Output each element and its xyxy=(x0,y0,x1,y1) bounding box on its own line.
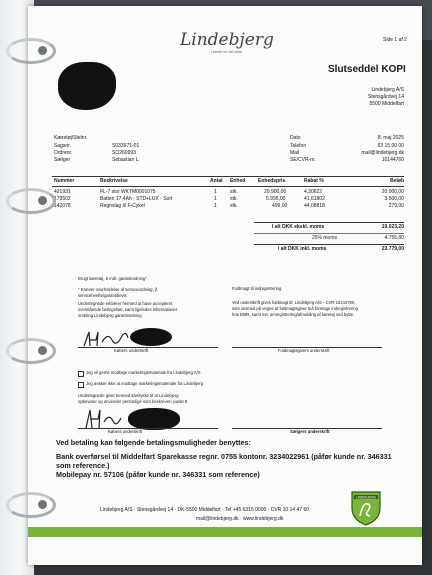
row-enhedspris: 5.995,00 xyxy=(266,196,286,202)
meta-label-saelger: Sælger xyxy=(54,157,71,163)
seller-signature-label: Sælgers underskrift xyxy=(290,429,330,434)
binder-ring xyxy=(6,492,56,518)
totals-rule-mid xyxy=(254,233,404,234)
meta-label-sagsnr: Sagsnr. xyxy=(54,143,71,149)
total-incl-value: 23.779,00 xyxy=(381,246,404,252)
row-antal: 1 xyxy=(214,189,217,195)
footer-green-bar xyxy=(28,527,422,537)
buyer-signature-label-1: Købers underskrift xyxy=(114,348,149,353)
row-rabat: 4,30622 xyxy=(304,189,323,195)
shield-badge-text: LINDEBJERG xyxy=(355,495,377,500)
company-street: Stensgårdvej 14 xyxy=(367,94,404,100)
binder-ring xyxy=(6,38,56,64)
redacted-customer-address xyxy=(58,62,116,110)
vehicle-label: Kæretøj/Stelnr. xyxy=(54,135,88,141)
meta-label-cvr: SE/CVR-nr. xyxy=(290,157,316,163)
page-label: Side 1 af 2 xyxy=(383,37,407,43)
row-enhedspris: 499,00 xyxy=(272,203,288,209)
col-header-nummer: Nummer xyxy=(54,178,75,184)
total-excl-value: 19.023,20 xyxy=(381,224,404,230)
buyer-signature-line-2 xyxy=(78,428,218,429)
acceptance-line-3: omkring Lindebjerg garantiordning xyxy=(78,313,142,318)
total-incl-label: I alt DKK inkl. moms xyxy=(278,246,327,252)
meta-value-sagsnr: S033971-01 xyxy=(112,143,140,149)
warranty-note-2: serviceheefte/garantibevis xyxy=(78,293,127,298)
warranty-heading: Brugt kæretøj, 6 mdr. garantiordning* xyxy=(78,276,147,281)
logo-script: Lindebjerg xyxy=(180,30,274,50)
data-consent-line-2: opbevarer og anvender personlige som beskrevet i punkt 8 xyxy=(78,399,188,404)
row-enhed: stk. xyxy=(230,196,238,202)
row-beskrivelse: Regnslag til F-Cykel xyxy=(100,203,145,209)
row-beskrivelse: Batteri 17,4Ah - STD+LUX - Sort xyxy=(100,196,173,202)
col-header-belob: Beløb xyxy=(390,178,404,184)
marketing-consent-label: Jeg vil gerne modtage marketingsmateriale fra Lindebjerg A/S xyxy=(86,370,201,375)
row-beskrivelse: FL-7 stol WKTM0001075 xyxy=(100,189,156,195)
col-header-antal: Antal xyxy=(210,178,223,184)
row-rabat: 41,61802 xyxy=(304,196,325,202)
buyer-signature-label-2: Købers underskrift xyxy=(108,429,143,434)
acceptance-line-2: overstående betingelser, samt ligeledes informationer xyxy=(78,307,178,312)
row-antal: 1 xyxy=(214,196,217,202)
footer-address: Lindebjerg A/S · Stensgårdvej 14 · DK-5500 Middelfart · Tel +45 6315 0000 · CVR 10 14 47 60 xyxy=(100,507,310,513)
col-header-enhedspris: Enhedspris xyxy=(258,178,286,184)
company-name: Lindebjerg A/S xyxy=(371,87,404,93)
proxy-line-1: Ved underskrift gives fuldmagt til: Lindebjerg A/S - CVR 10144760, xyxy=(232,300,356,305)
row-nummer: 421931 xyxy=(54,189,71,195)
meta-label-mail: Mail xyxy=(290,150,300,156)
meta-label-ordrenr: Ordrenr. xyxy=(54,150,73,156)
table-header-rule-bottom xyxy=(52,186,404,187)
buyer-signature-line-1 xyxy=(78,347,218,348)
moms-label: 25% moms xyxy=(312,235,338,241)
row-nummer: 142078 xyxy=(54,203,71,209)
binder-ring xyxy=(6,188,56,214)
table-header-rule-top xyxy=(52,176,404,177)
row-enhedspris: 20.900,00 xyxy=(264,189,287,195)
meta-value-saelger: Sebastian L. xyxy=(112,157,140,163)
document-page xyxy=(28,6,422,565)
row-nummer: 179502 xyxy=(54,196,71,202)
meta-label-dato: Dato xyxy=(290,135,301,141)
binder-ring xyxy=(6,338,56,364)
row-belob: 3.500,00 xyxy=(384,196,404,202)
proxy-signature-label: Fuldmagtsgivers underskrift xyxy=(278,348,330,353)
row-enhed: stk. xyxy=(230,203,238,209)
warranty-note: * Kræver overholdelse af serviceordning, jf. xyxy=(78,287,159,292)
payment-heading: Ved betaling kan følgende betalingsmuligheder benyttes: xyxy=(56,438,251,447)
row-rabat: 44,08818 xyxy=(304,203,325,209)
meta-value-telefon: 63 15 00 00 xyxy=(377,143,404,149)
marketing-optout-label: Jeg ønsker ikke at modtage marketingsmateriale fra Lindebjerg xyxy=(86,381,204,386)
col-header-enhed: Enhed xyxy=(230,178,246,184)
row-belob: 20.000,00 xyxy=(381,189,404,195)
company-city: 5500 Middelfart xyxy=(369,101,404,107)
col-header-rabat: Rabat % xyxy=(304,178,324,184)
meta-value-mail: mail@lindebjerg.dk xyxy=(361,150,404,156)
marketing-optout-checkbox[interactable] xyxy=(78,382,84,388)
totals-rule-top xyxy=(254,222,404,223)
row-enhed: stk. xyxy=(230,189,238,195)
document-title: Slutseddel KOPI xyxy=(328,64,406,75)
payment-mobilepay: Mobilepay nr. 57106 (påfør kunde nr. 346331 som reference) xyxy=(56,470,260,479)
moms-value: 4.755,80 xyxy=(384,235,404,241)
logo-tagline: – i stedet for det vilde xyxy=(207,50,243,54)
shield-badge-icon xyxy=(350,490,382,526)
redacted-signature-1 xyxy=(130,328,172,346)
proxy-line-2: som dermed på vegne af fuldmagtsgiver må foretage indregistrering xyxy=(232,306,358,311)
proxy-heading: Fuldmagt til indregistrering xyxy=(232,286,282,291)
row-belob: 279,00 xyxy=(388,203,404,209)
acceptance-line-1: Undertegnede erklærer hermed at have accepteret xyxy=(78,301,173,306)
marketing-consent-checkbox[interactable] xyxy=(78,371,84,377)
redacted-signature-2 xyxy=(128,408,180,430)
col-header-beskrivelse: Beskrivelse xyxy=(100,178,128,184)
total-excl-label: I alt DKK ekskl. moms xyxy=(272,224,325,230)
meta-value-ordrenr: SO260993 xyxy=(112,150,136,156)
meta-value-dato: 8. maj 2025 xyxy=(377,135,404,141)
proxy-line-3: hos DMR, samt evt. omregistrering/afmelding af køretøj ved bytte. xyxy=(232,312,355,317)
data-consent-line-1: Undertegnede giver hermed samtykke til at Lindebjerg xyxy=(78,393,179,398)
meta-value-cvr: 10144760 xyxy=(381,157,404,163)
footer-contact: mail@lindebjerg.dk · www.lindebjerg.dk xyxy=(196,516,284,522)
meta-label-telefon: Telefon xyxy=(290,143,307,149)
row-antal: 1 xyxy=(214,203,217,209)
payment-bank: Bank overførsel til Middelfart Sparekasse regnr. 0755 kontonr. 3234022961 (påfør kunde nr. 346331 som reference.) xyxy=(56,452,392,470)
totals-rule-bottom xyxy=(254,244,404,245)
company-logo xyxy=(180,30,274,54)
